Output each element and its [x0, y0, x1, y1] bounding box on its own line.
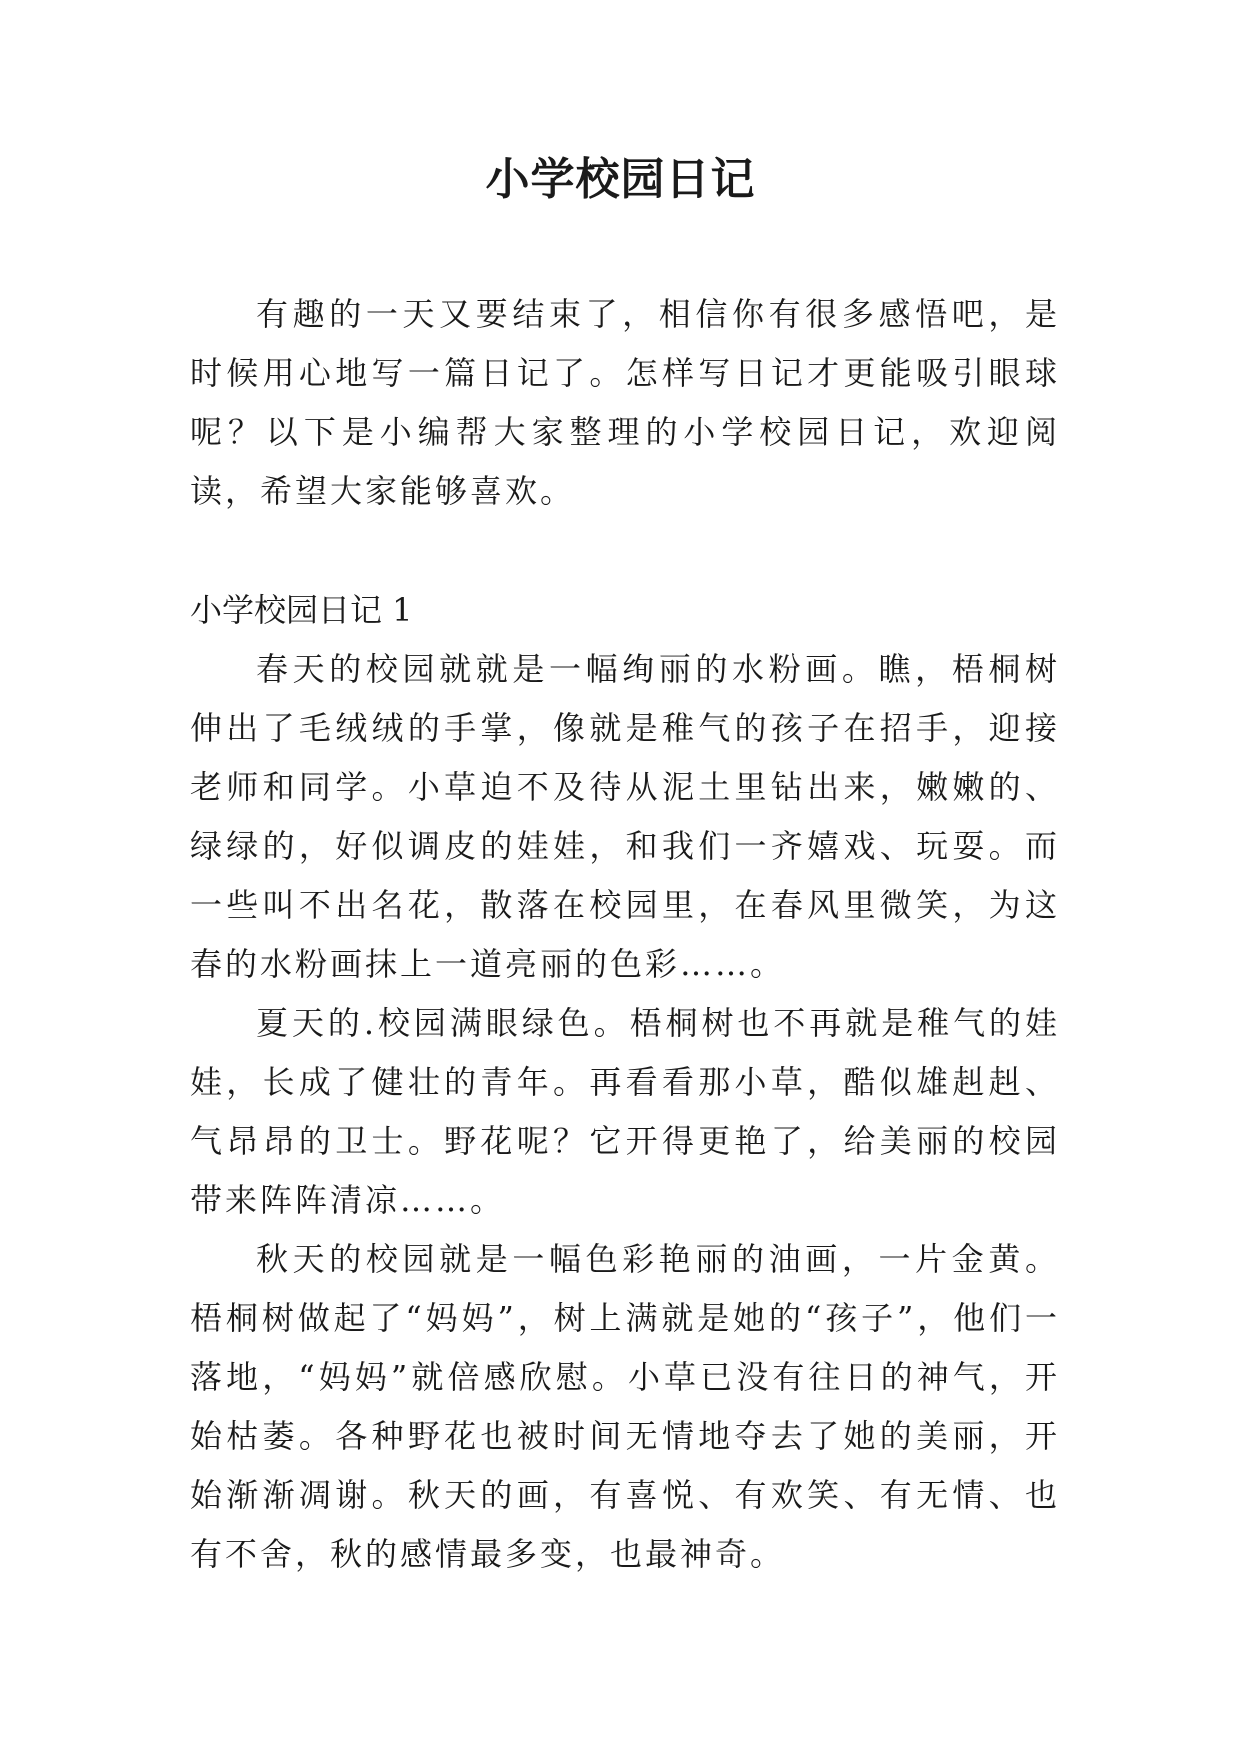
paragraph-autumn: 秋天的校园就是一幅色彩艳丽的油画，一片金黄。梧桐树做起了“妈妈”，树上满就是她的“孩子”，他们一落地，“妈妈”就倍感欣慰。小草已没有往日的神气，开始枯萎。各种野花也被时间无情地夺去了她的美丽，开始渐渐凋谢。秋天的画，有喜悦、有欢笑、有无情、也有不舍，秋的感情最多变，也最神奇。: [190, 1240, 1060, 1573]
document-title: 小学校园日记: [485, 154, 756, 205]
paragraph-spring: 春天的校园就就是一幅绚丽的水粉画。瞧，梧桐树伸出了毛绒绒的手掌，像就是稚气的孩子在招手，迎接老师和同学。小草迫不及待从泥土里钻出来，嫩嫩的、绿绿的，好似调皮的娃娃，和我们一齐嬉戏、玩耍。而一些叫不出名花，散落在校园里，在春风里微笑，为这春的水粉画抹上一道亮丽的色彩……。: [190, 650, 1060, 983]
document-body: [190, 285, 1060, 1584]
paragraph-summer: 夏天的.校园满眼绿色。梧桐树也不再就是稚气的娃娃，长成了健壮的青年。再看看那小草，酷似雄赳赳、气昂昂的卫士。野花呢？它开得更艳了，给美丽的校园带来阵阵清凉……。: [190, 1004, 1060, 1219]
intro-paragraph: 有趣的一天又要结束了，相信你有很多感悟吧，是时候用心地写一篇日记了。怎样写日记才更能吸引眼球呢？以下是小编帮大家整理的小学校园日记，欢迎阅读，希望大家能够喜欢。: [190, 295, 1060, 510]
section-heading: 小学校园日记 1: [190, 591, 413, 629]
